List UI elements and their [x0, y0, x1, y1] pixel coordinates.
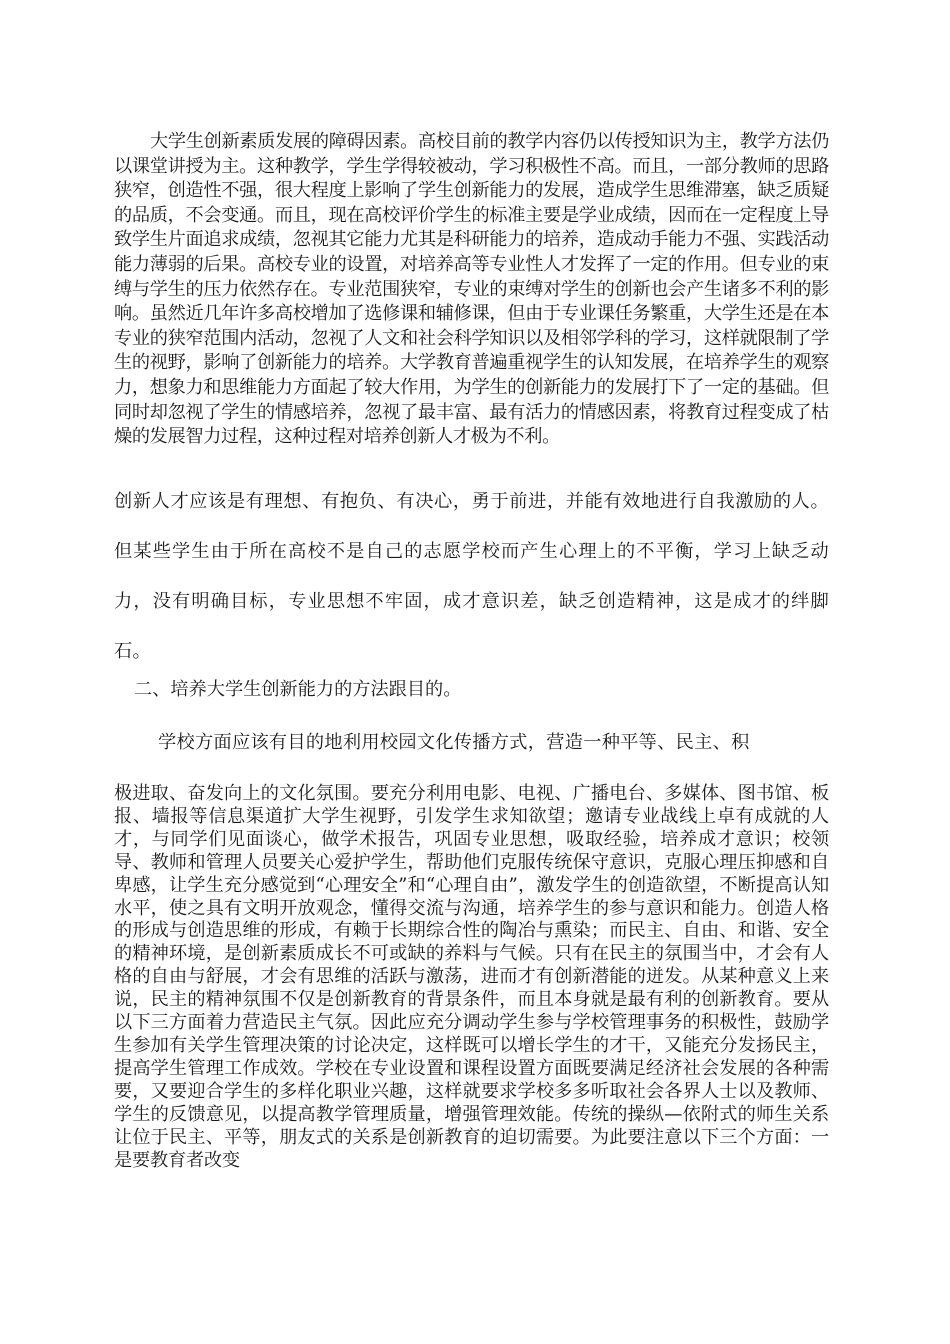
paragraph-obstacles: 大学生创新素质发展的障碍因素。高校目前的教学内容仍以传授知识为主，教学方法仍以课堂讲授为主。这种教学，学生学得较被动，学习积极性不高。而且，一部分教师的思路狭窄，创造性不强，很大程度上影响了学生创新能力的发展，造成学生思维滞塞，缺乏质疑的品质，不会变通。而且，现在高校评价学生的标准主要是学业成绩，因而在一定程度上导致学生片面追求成绩，忽视其它能力尤其是科研能力的培养，造成动手能力不强、实践活动能力薄弱的后果。高校专业的设置，对培养高等专业性人才发挥了一定的作用。但专业的束缚与学生的压力依然存在。专业范围狭窄，专业的束缚对学生的创新也会产生诸多不利的影响。虽然近几年许多高校增加了选修课和辅修课，但由于专业课任务繁重，大学生还是在本专业的狭窄范围内活动，忽视了人文和社会科学知识以及相邻学科的学习，这样就限制了学生的视野，影响了创新能力的培养。大学教育普遍重视学生的认知发展，在培养学生的观察力，想象力和思维能力方面起了较大作用，为学生的创新能力的发展打下了一定的基础。但同时却忽视了学生的情感培养，忽视了最丰富、最有活力的情感因素，将教育过程变成了枯燥的发展智力过程，这种过程对培养创新人才极为不利。 [114, 131, 829, 448]
section-heading: 二、培养大学生创新能力的方法跟目的。 [134, 679, 462, 700]
paragraph-campus-culture-body: 极进取、奋发向上的文化氛围。要充分利用电影、电视、广播电台、多媒体、图书馆、板报、墙报等信息渠道扩大学生视野，引发学生求知欲望；邀请专业战线上卓有成就的人才，与同学们见面谈心，做学术报告，巩固专业思想，吸取经验，培养成才意识；校领导、教师和管理人员要关心爱护学生，帮助他们克服传统保守意识，克服心理压抑感和自卑感，让学生充分感觉到“心理安全”和“心理自由”，激发学生的创造欲望，不断提高认知水平，使之具有文明开放观念，懂得交流与沟通，培养学生的参与意识和能力。创造人格的形成与创造思维的形成，有赖于长期综合性的陶冶与熏染；而民主、自由、和谐、安全的精神环境，是创新素质成长不可或缺的养料与气候。只有在民主的氛围当中，才会有人格的自由与舒展，才会有思维的活跃与激荡，进而才有创新潜能的迸发。从某种意义上来说，民主的精神氛围不仅是创新教育的背景条件，而且本身就是最有利的创新教育。要从以下三方面着力营造民主气氛。因此应充分调动学生参与学校管理事务的积极性，鼓励学生参加有关学生管理决策的讨论决定，这样既可以增长学生的才干，又能充分发扬民主，提高学生管理工作成效。学校在专业设置和课程设置方面既要满足经济社会发展的各种需要，又要迎合学生的多样化职业兴趣，这样就要求学校多多听取社会各界人士以及教师、学生的反馈意见，以提高教学管理质量，增强管理效能。传统的操纵—依附式的师生关系让位于民主、平等，朋友式的关系是创新教育的迫切需要。为此要注意以下三个方面：一是要教育者改变 [114, 783, 829, 1171]
paragraph-campus-culture-intro: 学校方面应该有目的地利用校园文化传播方式，营造一种平等、民主、积 [158, 732, 750, 753]
paragraph-innovative-talent: 创新人才应该是有理想、有抱负、有决心，勇于前进，并能有效地进行自我激励的人。但某些学生由于所在高校不是自己的志愿学校而产生心理上的不平衡，学习上缺乏动力，没有明确目标，专业思想不牢固，成才意识差，缺乏创造精神，这是成才的绊脚石。 [114, 491, 829, 662]
